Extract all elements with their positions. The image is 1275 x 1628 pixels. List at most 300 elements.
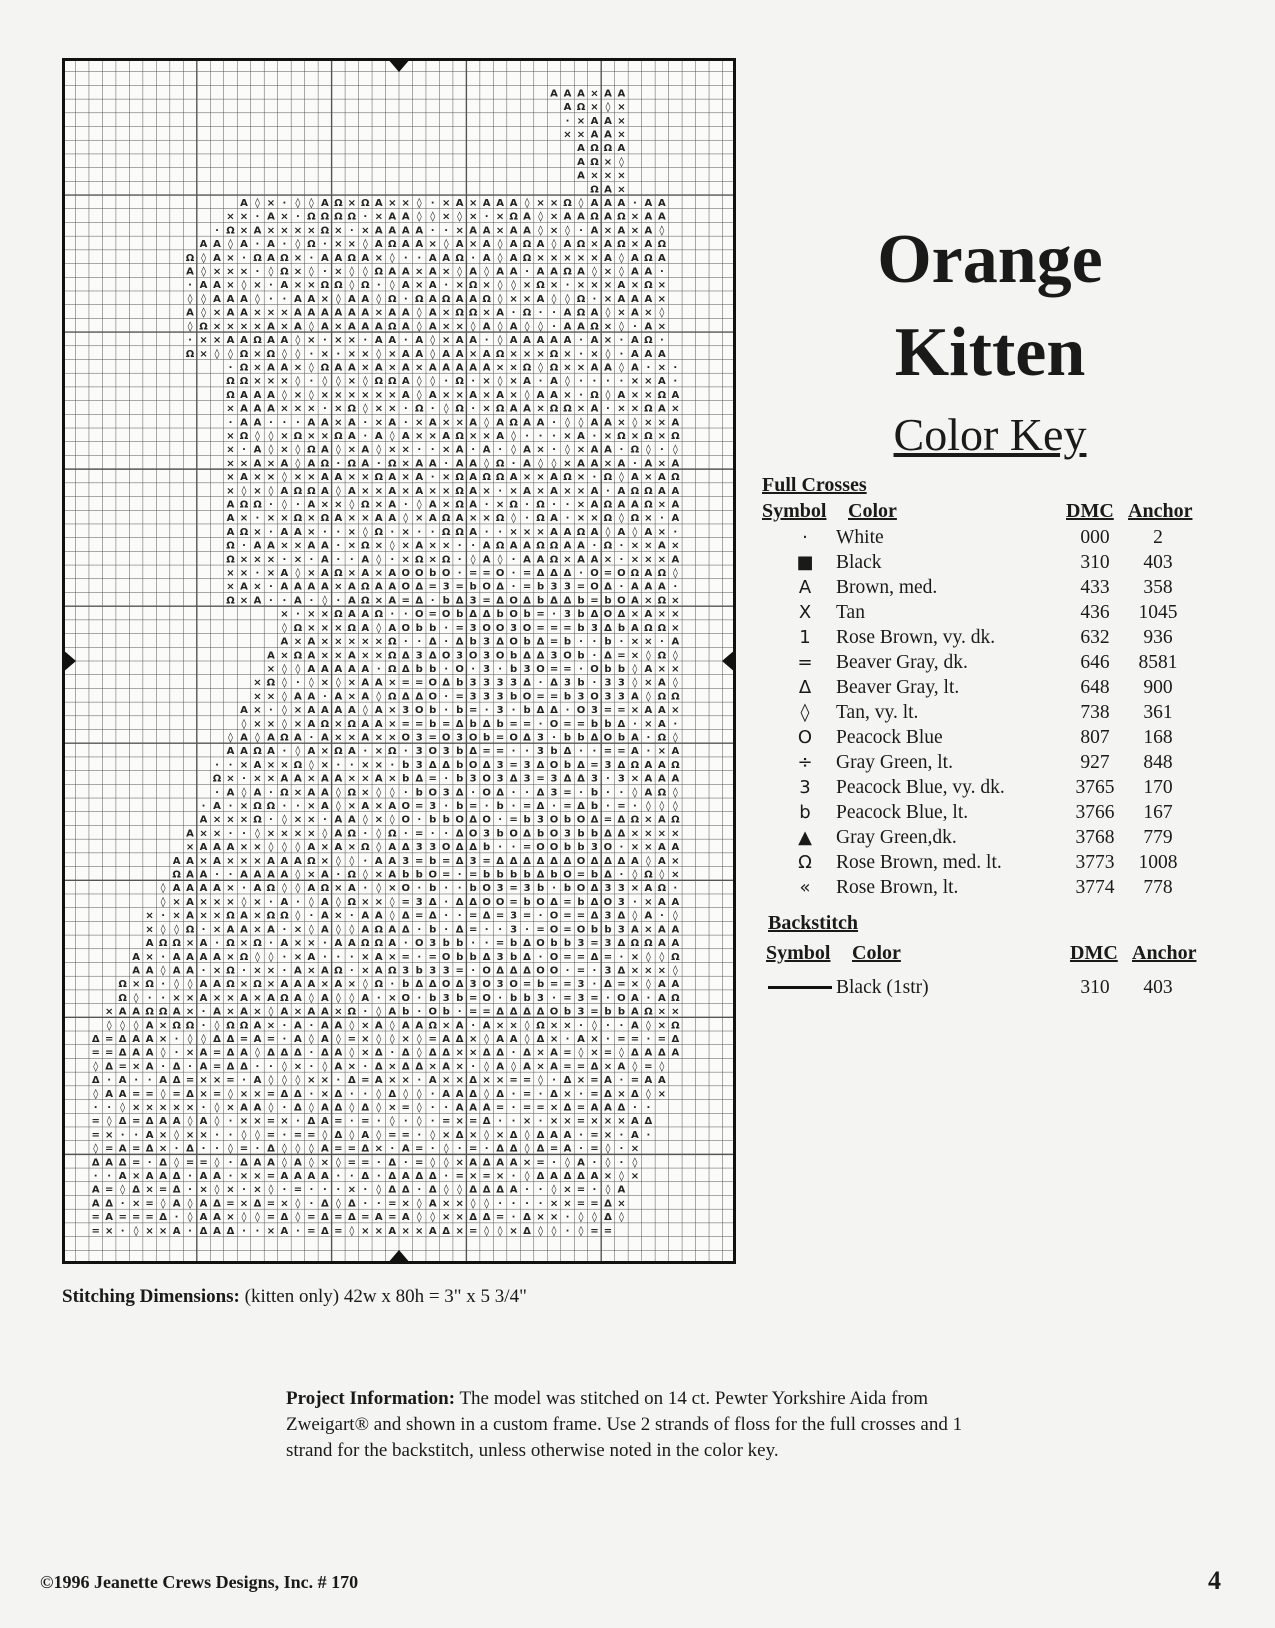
svg-text:×: × [657, 526, 667, 538]
svg-text:O: O [509, 636, 518, 648]
svg-text:×: × [549, 1033, 559, 1045]
svg-text:◊: ◊ [565, 1157, 570, 1169]
svg-text:Δ: Δ [523, 1212, 531, 1224]
svg-text:Ω: Ω [226, 1020, 235, 1032]
svg-text:×: × [307, 568, 316, 580]
svg-text:◊: ◊ [538, 321, 544, 333]
svg-text:Ω: Ω [226, 554, 235, 566]
svg-text:×: × [441, 266, 451, 278]
svg-text:A: A [361, 568, 370, 580]
svg-text:×: × [266, 759, 276, 771]
project-information [286, 1386, 1006, 1464]
svg-text:×: × [145, 1102, 154, 1114]
svg-text:Δ: Δ [267, 1143, 275, 1155]
svg-text:×: × [495, 1171, 505, 1183]
svg-text:×: × [361, 896, 370, 908]
svg-text:×: × [185, 1006, 195, 1018]
row-color: Peacock Blue, lt. [836, 802, 969, 823]
svg-text:×: × [644, 417, 653, 429]
row-anchor: 170 [1143, 777, 1173, 798]
svg-text:◊: ◊ [281, 1143, 287, 1155]
svg-text:Ω: Ω [239, 348, 249, 360]
svg-text:A: A [657, 705, 666, 717]
svg-text:A: A [604, 252, 612, 264]
svg-text:◊: ◊ [538, 362, 544, 374]
svg-text:Δ: Δ [455, 636, 464, 648]
svg-text:×: × [441, 499, 451, 511]
svg-text:=: = [266, 1129, 276, 1141]
svg-text:A: A [361, 458, 370, 470]
row-symbol: 3 [799, 777, 811, 798]
svg-text:×: × [657, 663, 667, 675]
svg-text:×: × [644, 389, 653, 401]
svg-text:Δ: Δ [469, 842, 478, 854]
row-dmc: 3774 [1075, 877, 1115, 898]
row-symbol: « [799, 877, 811, 898]
svg-text:3: 3 [537, 992, 545, 1004]
svg-text:×: × [239, 1116, 249, 1128]
svg-text:·: · [538, 951, 543, 963]
svg-text:=: = [657, 1033, 667, 1045]
svg-text:◊: ◊ [389, 814, 395, 826]
svg-text:×: × [388, 389, 397, 401]
svg-text:A: A [253, 389, 262, 401]
svg-text:A: A [415, 485, 424, 497]
svg-text:×: × [266, 225, 276, 237]
svg-text:Ω: Ω [293, 622, 303, 634]
svg-text:×: × [590, 102, 599, 114]
svg-text:A: A [415, 239, 424, 251]
svg-text:×: × [441, 485, 451, 497]
svg-text:Ω: Ω [361, 938, 370, 950]
svg-text:A: A [577, 266, 585, 278]
svg-text:A: A [267, 335, 275, 347]
svg-text:Δ: Δ [428, 1047, 437, 1059]
svg-text:×: × [374, 211, 383, 223]
svg-text:3: 3 [496, 951, 504, 963]
svg-text:Ω: Ω [226, 376, 235, 388]
svg-text:Δ: Δ [428, 896, 437, 908]
svg-text:A: A [159, 1171, 167, 1183]
svg-text:Δ: Δ [186, 1088, 194, 1100]
svg-text:×: × [361, 650, 370, 662]
svg-text:×: × [441, 335, 451, 347]
svg-text:=: = [617, 801, 626, 813]
svg-text:◊: ◊ [672, 650, 678, 662]
svg-text:A: A [631, 293, 639, 305]
svg-text:×: × [334, 636, 343, 648]
svg-text:·: · [619, 636, 624, 648]
svg-text:A: A [347, 595, 356, 607]
svg-text:Ω: Ω [509, 499, 518, 511]
svg-text:◊: ◊ [201, 307, 207, 319]
backstitch-row [0, 975, 1275, 1000]
svg-text:Ω: Ω [293, 430, 303, 442]
svg-text:A: A [213, 1212, 221, 1224]
svg-text:·: · [511, 801, 516, 813]
svg-text:×: × [428, 554, 437, 566]
svg-text:O: O [563, 869, 572, 881]
svg-text:×: × [468, 1033, 478, 1045]
svg-text:Δ: Δ [226, 1225, 235, 1237]
svg-text:·: · [498, 663, 503, 675]
svg-text:·: · [201, 1102, 206, 1114]
svg-text:O: O [590, 568, 599, 580]
svg-text:×: × [320, 842, 330, 854]
svg-text:3: 3 [442, 581, 450, 593]
svg-text:◊: ◊ [295, 842, 301, 854]
svg-text:=: = [482, 1171, 491, 1183]
svg-text:b: b [469, 951, 477, 963]
svg-text:×: × [603, 430, 613, 442]
svg-text:A: A [280, 1006, 289, 1018]
svg-text:·: · [565, 513, 570, 525]
svg-text:3: 3 [577, 938, 585, 950]
svg-text:=: = [536, 609, 545, 621]
svg-text:×: × [617, 129, 626, 141]
svg-text:A: A [307, 1006, 316, 1018]
svg-text:Ω: Ω [549, 362, 559, 374]
svg-text:×: × [253, 910, 262, 922]
row-color: Brown, med. [836, 577, 938, 598]
svg-text:A: A [307, 663, 316, 675]
svg-text:·: · [565, 1033, 570, 1045]
svg-text:×: × [361, 348, 370, 360]
svg-text:=: = [415, 1157, 424, 1169]
svg-text:·: · [269, 499, 273, 511]
bs-col-symbol: Symbol [766, 942, 831, 964]
svg-text:A: A [253, 225, 262, 237]
svg-text:=: = [118, 1061, 127, 1073]
svg-text:·: · [632, 321, 637, 333]
svg-text:A: A [347, 609, 356, 621]
row-color: Rose Brown, med. lt. [836, 852, 1002, 873]
svg-text:×: × [482, 1075, 491, 1087]
svg-text:A: A [294, 595, 302, 607]
svg-text:Δ: Δ [536, 568, 545, 580]
svg-text:Ω: Ω [307, 855, 316, 867]
svg-text:Δ: Δ [482, 1184, 491, 1196]
svg-text:Ω: Ω [536, 280, 545, 292]
svg-text:Δ: Δ [455, 787, 464, 799]
svg-text:b: b [429, 705, 437, 717]
svg-text:×: × [630, 239, 640, 251]
svg-text:·: · [444, 801, 449, 813]
svg-text:◊: ◊ [497, 293, 503, 305]
svg-text:=: = [266, 1198, 276, 1210]
svg-text:×: × [131, 1061, 141, 1073]
svg-text:◊: ◊ [295, 198, 301, 210]
svg-text:Ω: Ω [576, 102, 586, 114]
svg-text:3: 3 [604, 883, 612, 895]
svg-text:·: · [363, 883, 368, 895]
svg-text:=: = [495, 1212, 505, 1224]
svg-text:◊: ◊ [106, 1116, 112, 1128]
svg-text:Ω: Ω [509, 417, 518, 429]
svg-text:Δ: Δ [388, 1088, 397, 1100]
svg-text:Δ: Δ [563, 746, 572, 758]
svg-text:3: 3 [510, 910, 518, 922]
svg-text:A: A [428, 1198, 437, 1210]
svg-text:Δ: Δ [590, 1061, 599, 1073]
svg-text:◊: ◊ [160, 965, 166, 977]
svg-text:Δ: Δ [590, 910, 599, 922]
svg-text:◊: ◊ [349, 924, 355, 936]
svg-text:=: = [158, 1184, 168, 1196]
svg-text:×: × [239, 568, 249, 580]
svg-text:=: = [522, 842, 532, 854]
svg-text:·: · [430, 1088, 435, 1100]
svg-text:A: A [347, 293, 356, 305]
svg-text:◊: ◊ [403, 513, 409, 525]
svg-text:A: A [145, 1020, 154, 1032]
svg-text:◊: ◊ [187, 1116, 193, 1128]
svg-text:A: A [253, 869, 262, 881]
svg-text:·: · [134, 1129, 139, 1141]
svg-text:·: · [498, 924, 503, 936]
svg-text:◊: ◊ [430, 1129, 436, 1141]
svg-text:Δ: Δ [159, 1212, 167, 1224]
svg-text:=: = [347, 1157, 357, 1169]
svg-text:Δ: Δ [334, 1088, 343, 1100]
svg-text:A: A [657, 677, 666, 689]
svg-text:×: × [374, 389, 383, 401]
svg-text:A: A [604, 239, 612, 251]
svg-text:A: A [226, 293, 235, 305]
col-dmc: DMC [1066, 500, 1114, 522]
svg-text:×: × [239, 595, 249, 607]
svg-text:b: b [604, 1006, 612, 1018]
svg-text:◊: ◊ [416, 211, 422, 223]
svg-text:A: A [415, 1020, 424, 1032]
svg-text:·: · [511, 568, 516, 580]
svg-text:×: × [549, 211, 559, 223]
svg-text:Δ: Δ [496, 1006, 504, 1018]
svg-text:×: × [374, 540, 383, 552]
svg-text:O: O [549, 842, 559, 854]
svg-text:A: A [213, 801, 221, 813]
svg-text:A: A [118, 1075, 127, 1087]
row-dmc: 807 [1080, 727, 1110, 748]
svg-text:×: × [644, 472, 653, 484]
svg-text:·: · [228, 417, 233, 429]
svg-text:Ω: Ω [603, 513, 613, 525]
svg-text:×: × [293, 472, 303, 484]
svg-text:·: · [579, 1129, 583, 1141]
svg-text:·: · [174, 1143, 179, 1155]
svg-text:×: × [374, 746, 383, 758]
svg-text:A: A [374, 513, 383, 525]
svg-text:Δ: Δ [469, 746, 478, 758]
svg-text:◊: ◊ [335, 485, 341, 497]
svg-text:Ω: Ω [455, 430, 464, 442]
svg-text:◊: ◊ [295, 910, 301, 922]
svg-text:·: · [336, 1184, 341, 1196]
svg-text:·: · [592, 965, 597, 977]
svg-text:=: = [522, 1088, 532, 1100]
svg-text:·: · [498, 842, 503, 854]
svg-text:·: · [336, 595, 341, 607]
svg-text:O: O [482, 787, 491, 799]
row-anchor: 900 [1143, 677, 1173, 698]
svg-text:A: A [671, 485, 680, 497]
svg-text:·: · [376, 992, 381, 1004]
svg-text:◊: ◊ [551, 293, 557, 305]
svg-text:A: A [186, 266, 194, 278]
svg-text:O: O [428, 677, 437, 689]
svg-text:Ω: Ω [253, 252, 262, 264]
svg-text:=: = [468, 924, 478, 936]
svg-text:=: = [603, 705, 613, 717]
svg-text:×: × [576, 513, 586, 525]
svg-text:·: · [417, 252, 422, 264]
svg-text:A: A [320, 896, 329, 908]
svg-text:◊: ◊ [201, 1033, 207, 1045]
svg-text:◊: ◊ [645, 801, 651, 813]
svg-text:=: = [401, 1102, 410, 1114]
svg-text:×: × [468, 348, 478, 360]
svg-text:Ω: Ω [280, 732, 289, 744]
svg-text:×: × [307, 526, 316, 538]
svg-text:Δ: Δ [401, 663, 410, 675]
svg-text:×: × [239, 225, 249, 237]
svg-text:×: × [280, 609, 289, 621]
svg-text:Δ: Δ [469, 1184, 478, 1196]
svg-text:×: × [199, 1184, 208, 1196]
svg-text:b: b [456, 801, 464, 813]
svg-text:·: · [430, 526, 435, 538]
svg-text:Δ: Δ [496, 636, 504, 648]
svg-text:×: × [320, 677, 330, 689]
svg-text:·: · [592, 746, 597, 758]
svg-text:×: × [563, 458, 572, 470]
svg-text:b: b [563, 883, 572, 895]
svg-text:×: × [374, 568, 383, 580]
svg-text:·: · [673, 581, 678, 593]
svg-text:·: · [201, 801, 206, 813]
svg-text:=: = [91, 1116, 100, 1128]
svg-text:×: × [212, 307, 222, 319]
svg-text:×: × [347, 732, 357, 744]
svg-text:Ω: Ω [428, 1020, 437, 1032]
svg-text:×: × [293, 951, 303, 963]
svg-text:A: A [280, 485, 289, 497]
svg-text:×: × [522, 472, 532, 484]
svg-text:O: O [401, 883, 410, 895]
svg-text:◊: ◊ [335, 677, 341, 689]
svg-text:·: · [282, 965, 287, 977]
svg-text:·: · [363, 1184, 368, 1196]
svg-text:×: × [253, 307, 262, 319]
svg-text:Δ: Δ [482, 1157, 491, 1169]
svg-text:×: × [212, 924, 222, 936]
svg-text:A: A [226, 513, 235, 525]
svg-text:◊: ◊ [389, 252, 395, 264]
svg-text:×: × [603, 1129, 613, 1141]
svg-text:◊: ◊ [389, 430, 395, 442]
svg-text:Δ: Δ [388, 1157, 397, 1169]
svg-text:b: b [590, 828, 599, 840]
svg-text:◊: ◊ [295, 746, 301, 758]
svg-text:b: b [563, 732, 572, 744]
svg-text:A: A [617, 225, 626, 237]
svg-text:·: · [619, 842, 624, 854]
svg-text:=: = [522, 718, 532, 730]
svg-text:×: × [307, 472, 316, 484]
svg-text:×: × [388, 1102, 397, 1114]
svg-text:·: · [619, 1129, 624, 1141]
svg-text:·: · [592, 376, 597, 388]
svg-text:·: · [282, 924, 287, 936]
svg-text:·: · [619, 335, 624, 347]
color-key-row [0, 875, 1275, 900]
svg-text:·: · [538, 307, 543, 319]
svg-text:·: · [269, 896, 273, 908]
svg-text:A: A [577, 554, 585, 566]
svg-text:Δ: Δ [213, 1033, 221, 1045]
row-dmc: 927 [1080, 752, 1110, 773]
svg-text:×: × [401, 554, 410, 566]
svg-text:Δ: Δ [617, 910, 626, 922]
svg-text:×: × [226, 951, 235, 963]
svg-text:◊: ◊ [403, 1088, 409, 1100]
svg-text:×: × [401, 1033, 410, 1045]
svg-text:×: × [644, 924, 653, 936]
svg-text:·: · [565, 1212, 570, 1224]
svg-text:×: × [482, 389, 491, 401]
svg-text:A: A [320, 910, 329, 922]
svg-text:Δ: Δ [469, 1212, 478, 1224]
svg-text:×: × [644, 595, 653, 607]
svg-text:×: × [468, 513, 478, 525]
svg-text:=: = [563, 718, 572, 730]
svg-text:O: O [495, 896, 505, 908]
svg-text:◊: ◊ [645, 444, 651, 456]
svg-text:·: · [430, 225, 435, 237]
svg-text:3: 3 [523, 773, 531, 785]
svg-text:A: A [334, 773, 343, 785]
svg-text:A: A [563, 526, 572, 538]
svg-text:Δ: Δ [509, 1129, 518, 1141]
svg-text:=: = [415, 855, 424, 867]
svg-text:×: × [320, 1075, 330, 1087]
svg-text:·: · [552, 444, 556, 456]
svg-text:b: b [590, 787, 599, 799]
svg-text:Ω: Ω [226, 225, 235, 237]
svg-text:×: × [644, 896, 653, 908]
svg-text:◊: ◊ [160, 896, 166, 908]
svg-text:·: · [471, 787, 476, 799]
svg-text:=: = [603, 814, 613, 826]
svg-text:b: b [469, 581, 477, 593]
svg-text:A: A [388, 225, 397, 237]
svg-text:◊: ◊ [335, 855, 341, 867]
svg-text:×: × [145, 1225, 154, 1237]
svg-text:Ω: Ω [468, 307, 478, 319]
svg-text:A: A [482, 1102, 491, 1114]
svg-text:×: × [239, 513, 249, 525]
svg-text:A: A [590, 1171, 599, 1183]
svg-text:◊: ◊ [605, 389, 611, 401]
svg-text:·: · [403, 938, 408, 950]
svg-text:Ω: Ω [522, 252, 532, 264]
svg-text:A: A [267, 732, 275, 744]
svg-text:A: A [455, 198, 464, 210]
svg-text:A: A [347, 814, 356, 826]
svg-text:·: · [552, 992, 556, 1004]
svg-text:=: = [509, 759, 518, 771]
svg-text:◊: ◊ [335, 924, 341, 936]
